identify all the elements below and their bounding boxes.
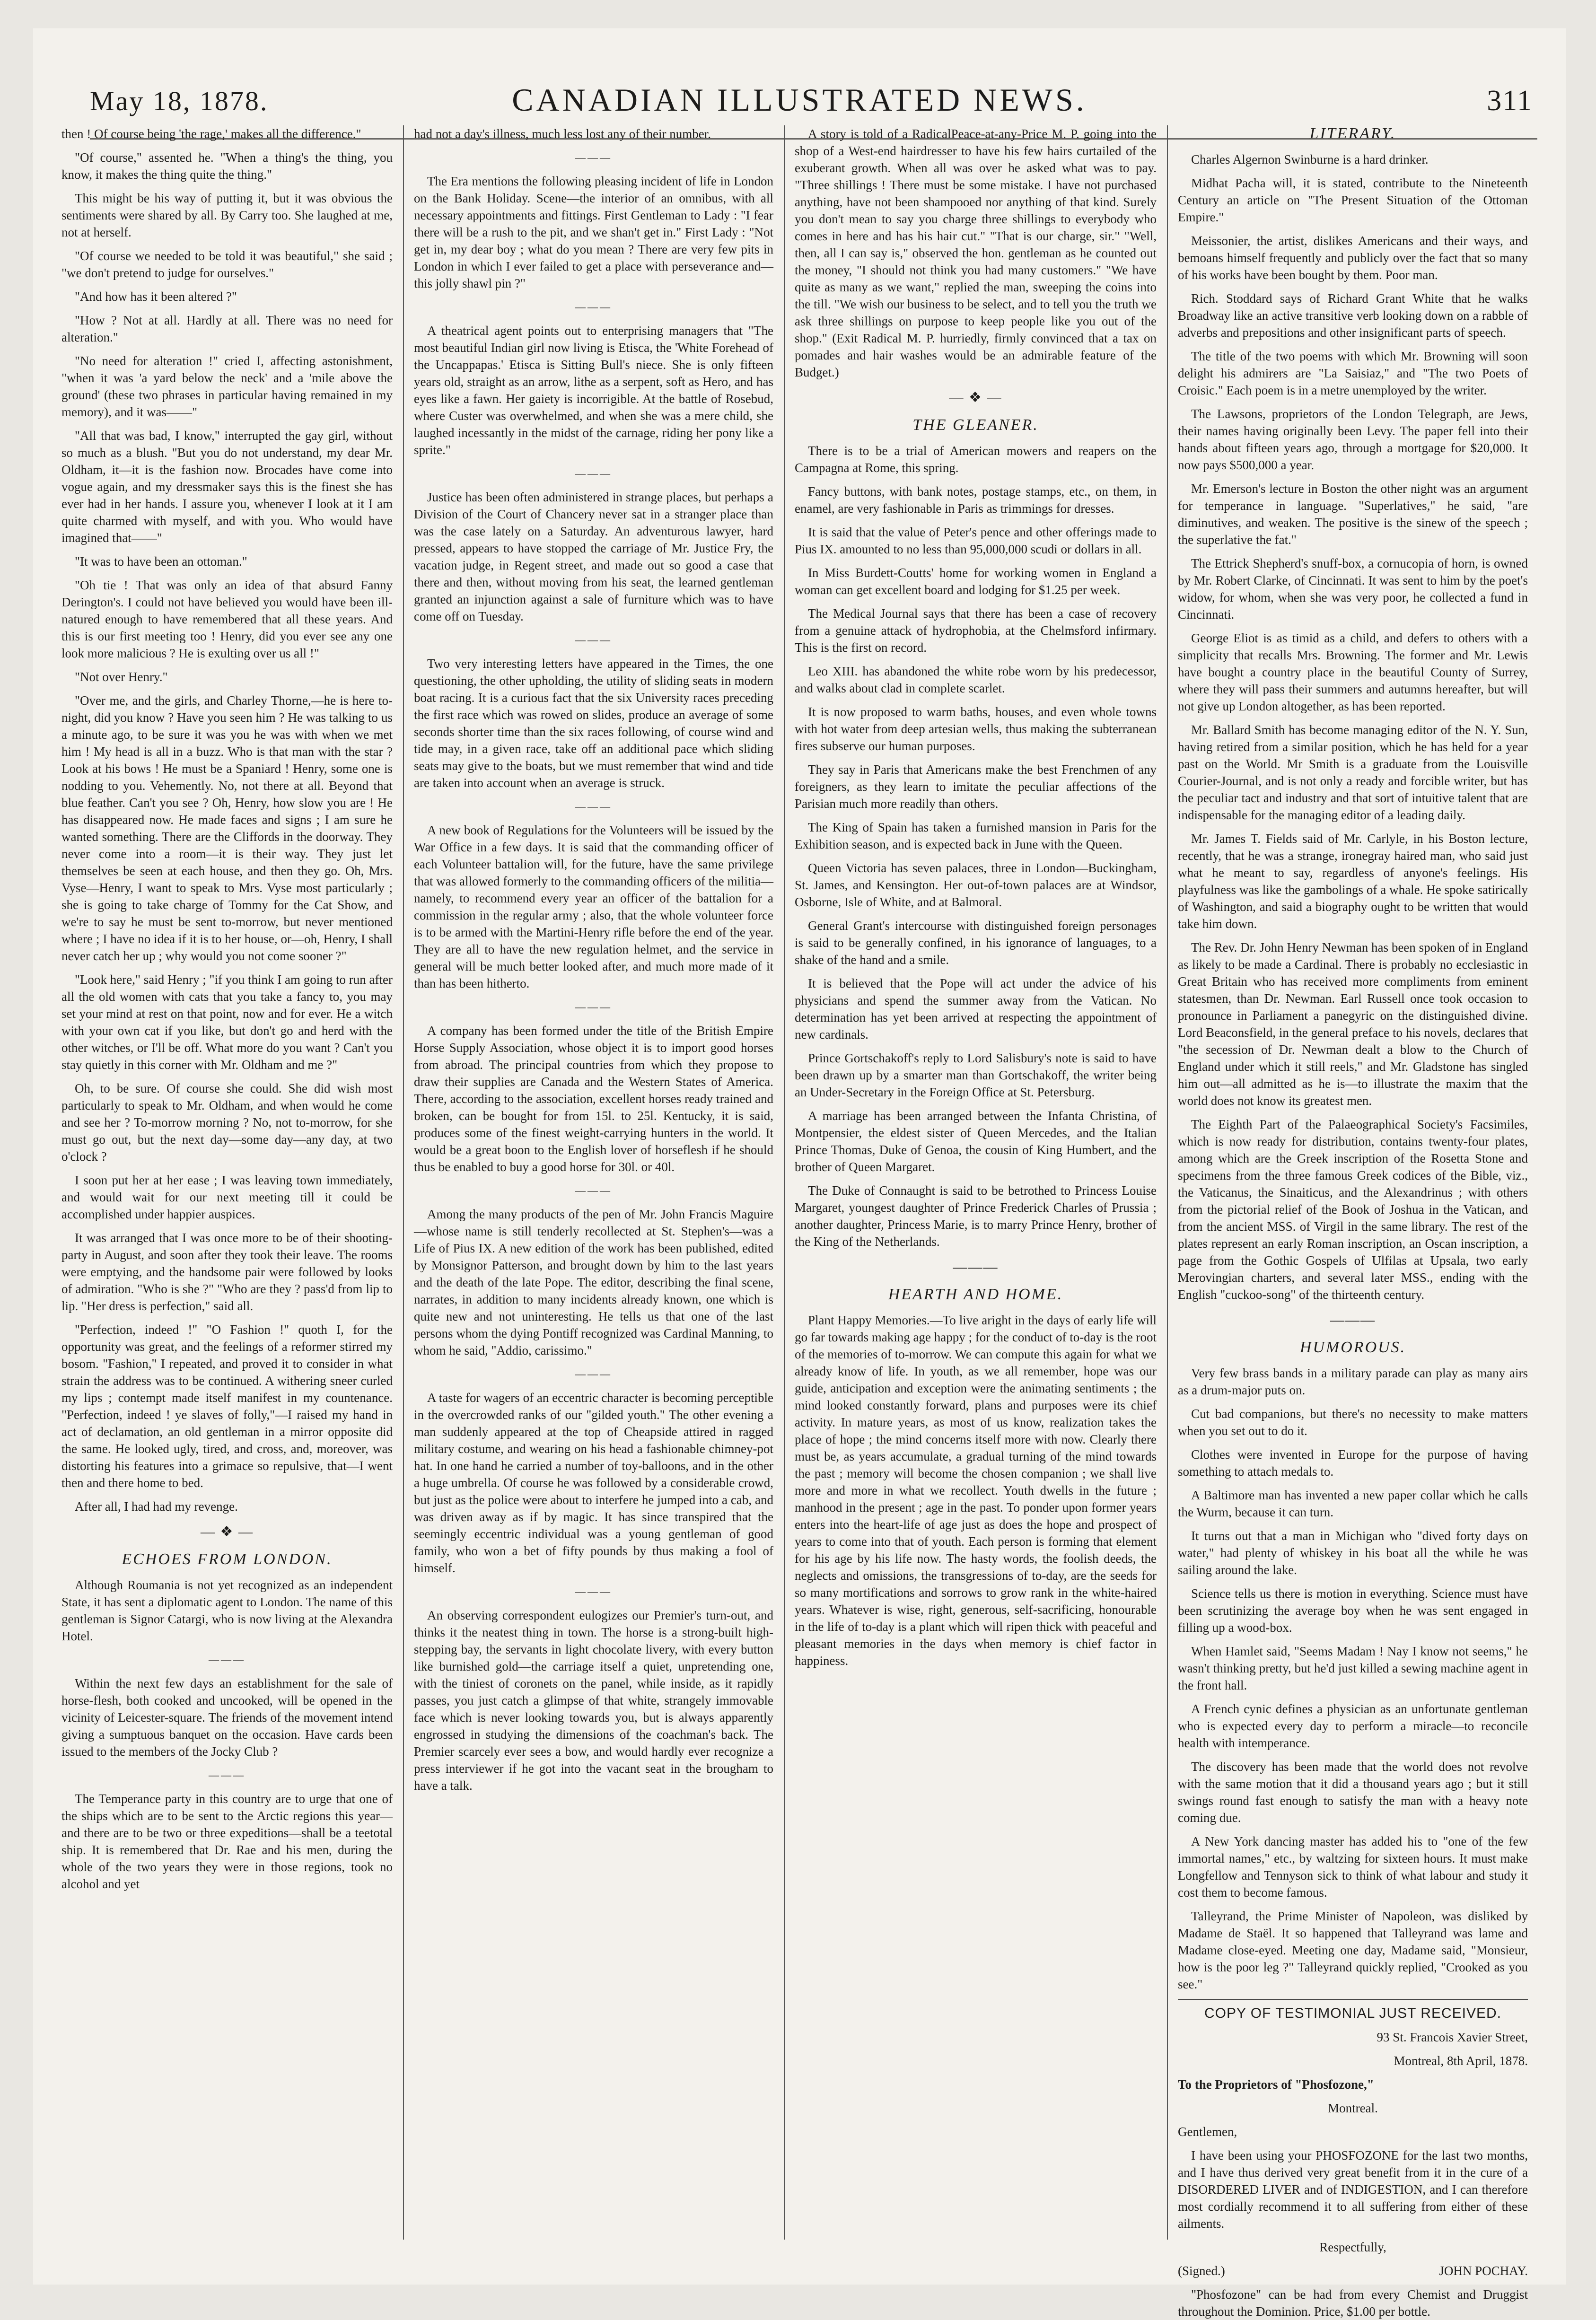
article-paragraph: Clothes were invented in Europe for the purpose of having something to attach medals to. [1178, 1447, 1528, 1479]
article-paragraph: Two very interesting letters have appeared in the Times, the one questioning, the other upholding, the utility of sliding seats in modern boat racing. It is a curious fact that the six University races preceding the first race which was rowed on slides, produce an average of some seconds shorter time than the six races following, of course wind and tide may, in a given race, take off an additional pace which sliding seats may give to the boats, but we must remember that wind and tide are taken into account when an average is struck. [414, 657, 773, 790]
short-rule: ——— [209, 1769, 246, 1781]
column-divider [784, 125, 785, 2240]
ornament-divider: — ❖ — [201, 1524, 254, 1540]
article-paragraph: The Medical Journal says that there has been a case of recovery from a genuine attack of hydrophobia, at the Chelmsford infirmary. This is the first on record. [795, 606, 1157, 655]
section-heading-humorous: HUMOROUS. [1299, 1339, 1406, 1356]
article-paragraph: The Ettrick Shepherd's snuff-box, a cornucopia of horn, is owned by Mr. Robert Clarke, of Cincinnati. It was sent to him by the poet's widow, for whom, when she was very poor, he collected a fund in Cincinnati. [1178, 556, 1528, 622]
testimonial-salutation: Gentlemen, [1178, 2125, 1237, 2139]
article-paragraph: Within the next few days an establishment for the sale of horse-flesh, both cooked and uncooked, will be opened in the vicinity of Leicester-square. The friends of the movement intend giving a sumptuous banquet on the occasion. Have cards been issued to the members of the Jocky Club ? [61, 1676, 393, 1759]
article-paragraph: A theatrical agent points out to enterprising managers that "The most beautiful Indian girl now living is Etisca, the 'White Forehead of the Uncappapas.' Etisca is Sitting Bull's niece. She is only fifteen years old, straight as an arrow, lithe as a serpent, soft as Hero, and has eyes like a fawn. Her gaiety is incorrigible. At the battle of Rosebud, where Custer was overwhelmed, and when she was a mere child, she laughed incessantly in the midst of the carnage, riding her pony like a sprite." [414, 324, 773, 457]
article-paragraph: When Hamlet said, "Seems Madam ! Nay I know not seems," he wasn't thinking pretty, but he'd just killed a sewing machine agent in the front hall. [1178, 1644, 1528, 1692]
article-paragraph: "Look here," said Henry ; "if you think I am going to run after all the old women with cats that you take a fancy to, you may set your mind at rest on that point, now and for ever. He a witch with your own cat if you like, but don't go and herd with the other witches, or I'll be off. What more do you want ? Can't you stay quietly in this corner with Mr. Oldham and me ?" [61, 972, 393, 1072]
column-3 [795, 125, 1157, 2244]
article-paragraph: "Not over Henry." [75, 670, 168, 684]
article-paragraph: "Over me, and the girls, and Charley Thorne,—he is here to-night, did you know ? Have you seen him ? He was talking to us a minute ago, to be sure it was you he was with when we met him ! My head is all in a buzz. Who is that man with the star ? Look at his bows ! He must be a Spaniard ! Henry, some one is nodding to you. Vehemently. No, not there at all. Beyond that blue feather. Can't you see ? Oh, Henry, how slow you are ! He has disappeared now. He made faces and signs ; I am sure he wanted something. There are the Cliffords in the doorway. They never come into a room—it is their way. They just let themselves be seen at each house, and then they go. Oh, Mrs. Vyse—Henry, I want to speak to Mrs. Vyse most particularly ; she is going to take charge of Tommy for the Cat Show, and we're to say he must be sent to-morrow, but never mentioned where ; I have no idea if it is to her house, or—oh, Henry, I shall never catch her up ; why would you not come sooner ?" [61, 693, 393, 963]
article-paragraph: Fancy buttons, with bank notes, postage stamps, etc., on them, in enamel, are very fashionable in Paris as trimmings for dresses. [795, 484, 1157, 516]
article-paragraph: Prince Gortschakoff's reply to Lord Salisbury's note is said to have been drawn up by a smarter man than Gortschakoff, the writer being an Under-Secretary in the Foreign Office at St. Petersburg. [795, 1051, 1157, 1099]
article-paragraph: A new book of Regulations for the Volunteers will be issued by the War Office in a few days. It is said that the commanding officer of each Volunteer battalion will, for the future, have the same privilege that was allowed formerly to the commanding officers of the militia—namely, to recommend every year an officer of the battalion for a commission in the regular army ; also, that the whole volunteer force is to be armed with the Martini-Henry rifle before the end of the year. They are all to have the new regulation helmet, and the service in general will be much better looked after, and much more made of it than has been hitherto. [414, 823, 773, 990]
testimonial-body: I have been using your PHOSFOZONE for the last two months, and I have thus derived very great benefit from it in the cure of a DISORDERED LIVER and of INDIGESTION, and I can therefore most cordially recommend it to all suffering from either of these ailments. [1178, 2148, 1528, 2231]
short-rule: ——— [575, 800, 612, 812]
article-paragraph: Meissonier, the artist, dislikes Americans and their ways, and bemoans himself frequently and publicly over the fact that so many of his works have been bought by them. Poor man. [1178, 234, 1528, 282]
article-paragraph: Leo XIII. has abandoned the white robe worn by his predecessor, and walks about clad in complete scarlet. [795, 664, 1157, 695]
article-paragraph: A New York dancing master has added his to "one of the few immortal names," etc., by waltzing for sixteen hours. It must make Longfellow and Tennyson sick to think of what labour and study it cost them to become famous. [1178, 1834, 1528, 1900]
article-paragraph: George Eliot is as timid as a child, and defers to others with a simplicity that recalls Mrs. Browning. The former and Mr. Lewis have bought a country place in the beautiful County of Surrey, where they will pass their summers and autumns hereafter, but will not give up London altogether, as has been reported. [1178, 631, 1528, 713]
article-paragraph: A story is told of a RadicalPeace-at-any-Price M. P. going into the shop of a West-end hairdresser to have his few hairs curtailed of the exuberant growth. When all was over he asked what was to pay. "Three shillings ! There must be some mistake. I have not purchased anything, have not been shampooed nor anything of that kind. Surely you don't mean to say you charge three shillings to everybody who comes in here and has his hair cut." "That is our charge, sir." "Well, then, all I can say is," observed the hon. gentleman as he counted out the money, "I should not think you had many customers." "We have quite as many as we want," replied the man, sweeping the coins into the till. "We wish our business to be select, and to tell you the truth we ask three shillings on purpose to keep people like you out of the shop." (Exit Radical M. P. hurriedly, firmly convinced that a tax on pomades and hair washes would be an admirable feature of the Budget.) [795, 127, 1157, 379]
short-rule: ——— [575, 1585, 612, 1597]
column-divider [403, 125, 404, 2240]
article-paragraph: "It was to have been an ottoman." [75, 554, 247, 569]
article-paragraph: Among the many products of the pen of Mr. John Francis Maguire—whose name is still tenderly recollected at St. Stephen's—was a Life of Pius IX. A new edition of the work has been published, edited by Monsignor Patterson, and brought down by him to the last years and the death of the late Pope. The editor, describing the final scene, narrates, in addition to many incidents already known, one which is quite new and not uninteresting. He tells us that one of the last persons whom the dying Pontiff recognized was Cardinal Manning, to whom he said, "Addio, carissimo." [414, 1207, 773, 1357]
article-paragraph: Cut bad companions, but there's no necessity to make matters when you set out to do it. [1178, 1407, 1528, 1438]
article-paragraph: The discovery has been made that the world does not revolve with the same motion that it did a thousand years ago ; but it still swings round fast enough to satisfy the man with a heavy note coming due. [1178, 1760, 1528, 1825]
section-heading-hearth: HEARTH AND HOME. [888, 1286, 1063, 1303]
article-paragraph: There is to be a trial of American mowers and reapers on the Campagna at Rome, this spring. [795, 444, 1157, 475]
article-paragraph: "Of course we needed to be told it was beautiful," she said ; "we don't pretend to judge for ourselves." [61, 249, 393, 280]
article-paragraph: After all, I had had my revenge. [75, 1499, 238, 1514]
article-paragraph: Queen Victoria has seven palaces, three in London—Buckingham, St. James, and Kensington. Her out-of-town palaces are at Windsor, Osborne, Isle of White, and at Balmoral. [795, 861, 1157, 909]
section-heading-echoes: ECHOES FROM LONDON. [122, 1550, 333, 1568]
article-paragraph: "And how has it been altered ?" [75, 289, 237, 304]
article-paragraph: Mr. Emerson's lecture in Boston the other night was an argument for temperance in language. "Superlatives," he said, "are diminutives, and weaken. The positive is the sinew of the speech ; the superlative the fat." [1178, 482, 1528, 547]
newspaper-title: CANADIAN ILLUSTRATED NEWS. [512, 82, 1087, 118]
testimonial-address: 93 St. Francois Xavier Street, [1377, 2030, 1528, 2044]
column-1 [61, 125, 393, 2244]
article-paragraph: It is now proposed to warm baths, houses, and even whole towns with hot water from deep artesian wells, thus making the subterranean fires subserve our human purposes. [795, 705, 1157, 753]
short-rule: ——— [575, 151, 612, 163]
signed-label: (Signed.) [1178, 2264, 1225, 2278]
column-divider [1167, 125, 1168, 2240]
article-paragraph: It turns out that a man in Michigan who "dived forty days on water," had plenty of whiskey in his boat all the while he was sailing around the lake. [1178, 1529, 1528, 1577]
section-heading-gleaner: THE GLEANER. [912, 416, 1039, 434]
testimonial-city: Montreal. [1328, 2101, 1378, 2115]
article-paragraph: In Miss Burdett-Coutts' home for working women in England a woman can get excellent board and lodging for $1.25 per week. [795, 566, 1157, 597]
article-paragraph: "Of course," assented he. "When a thing's the thing, you know, it makes the thing quite the thing." [61, 150, 393, 182]
article-paragraph: "How ? Not at all. Hardly at all. There was no need for alteration." [61, 313, 393, 344]
short-rule: ——— [575, 1184, 612, 1196]
article-paragraph: The Rev. Dr. John Henry Newman has been spoken of in England as likely to be made a Cardinal. There is probably no ecclesiastic in Great Britain who has received more compliments from eminent statesmen, than Dr. Newman. Earl Russell once took occasion to pronounce in Parliament a panegyric on the distinguished divine. Lord Beaconsfield, in the general preface to his novels, declares that "the secession of Dr. Newman dealt a blow to the Church of England under which it still reels," and Mr. Gladstone has singled him out—all admitted as he is—to illustrate the maxim that the world does not know its greatest men. [1178, 940, 1528, 1108]
article-paragraph: "Perfection, indeed !" "O Fashion !" quoth I, for the opportunity was great, and the feelings of a reformer stirred my bosom. "Fashion," I repeated, and proved it to consider in what strain the address was to be continued. A withering sneer curled my lips ; contempt made itself manifest in my countenance. "Perfection, indeed ! ye slaves of folly,"—I raised my hand in act of declamation, an old gentleman in a mirror opposite did the same. He looked ugly, tired, and cross, and, moreover, was distorting his features into a grimace so repulsive, that—I went then and there home to bed. [61, 1322, 393, 1490]
article-paragraph: The Temperance party in this country are to urge that one of the ships which are to be sent to the Arctic regions this year—and there are to be two or three expeditions—shall be a teetotal ship. It is remembered that Dr. Rae and his men, during the whole of the two years they were in those regions, took no alcohol and yet [61, 1792, 393, 1891]
testimonial-heading: COPY OF TESTIMONIAL JUST RECEIVED. [1178, 1999, 1528, 2022]
article-paragraph: The Lawsons, proprietors of the London Telegraph, are Jews, their names having originally been Levy. The paper fell into their hands about fifteen years ago, through a mortgage for $20,000. It now pays $500,000 a year. [1178, 407, 1528, 472]
article-paragraph: "Oh tie ! That was only an idea of that absurd Fanny Derington's. I could not have believed you would have been ill-natured enough to have remembered that all these years. And this is our first meeting too ! Henry, did you ever see any one look more malicious ? He is exulting over us all !" [61, 578, 393, 660]
testimonial-closing: Respectfully, [1319, 2240, 1386, 2254]
issue-date: May 18, 1878. [90, 86, 269, 116]
short-rule: ——— [209, 1654, 246, 1665]
article-paragraph: Although Roumania is not yet recognized as an independent State, it has sent a diplomatic agent to London. The name of this gentleman is Signor Catargi, who is now living at the Alexandra Hotel. [61, 1578, 393, 1643]
article-paragraph: The Era mentions the following pleasing incident of life in London on the Bank Holiday. Scene—the interior of an omnibus, with all necessary appointments and fittings. First Gentleman to Lady : "I fear there will be a rush to the pit, and we shan't get in." First Lady : "Not get in, my dear boy ; what do you mean ? There are very few pits in London in which I ever failed to get a place with perseverance and—this jolly shawl pin ?" [414, 174, 773, 290]
signer-name: JOHN POCHAY. [1439, 2264, 1528, 2278]
article-paragraph: I soon put her at her ease ; I was leaving town immediately, and would wait for our next meeting till it could be accomplished under happier auspices. [61, 1173, 393, 1221]
testimonial-footer: "Phosfozone" can be had from every Chemist and Druggist throughout the Dominion. Price, $1.00 per bottle. [1178, 2287, 1528, 2319]
article-paragraph: The Duke of Connaught is said to be betrothed to Princess Louise Margaret, youngest daughter of Prince Frederick Charles of Prussia ; another daughter, Princess Marie, is to marry Prince Henry, brother of the King of the Netherlands. [795, 1183, 1157, 1249]
testimonial-advertisement [1178, 1999, 1528, 2320]
article-paragraph: then ! Of course being 'the rage,' makes all the difference." [61, 127, 361, 141]
article-paragraph: Science tells us there is motion in everything. Science must have been scrutinizing the average boy when he was sent engaged in filling up a wood-box. [1178, 1586, 1528, 1635]
testimonial-recipient: To the Proprietors of "Phosfozone," [1178, 2077, 1374, 2092]
article-paragraph: An observing correspondent eulogizes our Premier's turn-out, and thinks it the neatest thing in town. The horse is a strong-built high-stepping bay, the servants in light chocolate livery, with every button like burnished gold—the carriage itself a quiet, unpretending one, with the tiniest of coronets on the panel, while inside, as it rapidly passes, you just catch a glimpse of that white, strangely immovable face which is never looking towards you, but is always apparently engrossed in studying the dimensions of the coachman's back. The Premier scarcely ever sees a bow, and would hardly ever recognize a press interviewer if he got into the vacant seat in the brougham to have a talk. [414, 1608, 773, 1793]
article-paragraph: This might be his way of putting it, but it was obvious the sentiments were shared by all. By Carry too. She laughed at me, not at herself. [61, 191, 393, 239]
short-rule: ——— [575, 1368, 612, 1380]
short-rule: ——— [575, 634, 612, 646]
testimonial-signature [1178, 2262, 1528, 2279]
article-paragraph: The King of Spain has taken a furnished mansion in Paris for the Exhibition season, and is expected back in June with the Queen. [795, 820, 1157, 851]
section-heading-literary: LITERARY. [1309, 125, 1396, 142]
testimonial-date: Montreal, 8th April, 1878. [1394, 2054, 1528, 2068]
article-paragraph: The title of the two poems with which Mr. Browning will soon delight his admirers are "La Saisiaz," and "The two Poets of Croisic." Each poem is in a metre unemployed by the writer. [1178, 349, 1528, 397]
article-paragraph: "All that was bad, I know," interrupted the gay girl, without so much as a blush. "But you do not understand, my dear Mr. Oldham, it—it is the fashion now. Brocades have come into vogue again, and my dressmaker says this is the finest she has ever had in her hands. I assure you, whenever I look at it I am quite charmed with myself, and with you. Who would have imagined that——" [61, 429, 393, 545]
article-paragraph: A company has been formed under the title of the British Empire Horse Supply Association, whose object it is to import good horses from abroad. The principal countries from which they propose to draw their supplies are Canada and the Western States of America. There, according to the association, excellent horses ready trained and broken, can be bought for from 15l. to 25l. Kentucky, it is said, produces some of the finest weight-carrying hunters in the world. It would be a great boon to the English lover of horseflesh if he should thus be enabled to buy a good horse for 30l. or 40l. [414, 1024, 773, 1174]
column-2 [414, 125, 773, 2244]
article-paragraph: Charles Algernon Swinburne is a hard drinker. [1191, 152, 1429, 166]
article-paragraph: General Grant's intercourse with distinguished foreign personages is said to be generally confined, in his ignorance of languages, to a shake of the hand and a smile. [795, 919, 1157, 967]
masthead [33, 28, 1566, 128]
column-4 [1178, 125, 1528, 2319]
ornament-divider: ——— [953, 1259, 999, 1275]
article-paragraph: A marriage has been arranged between the Infanta Christina, of Montpensier, the eldest sister of Queen Mercedes, and the Italian Prince Thomas, Duke of Genoa, the cousin of King Humbert, and the brother of Queen Margaret. [795, 1109, 1157, 1174]
short-rule: ——— [575, 301, 612, 313]
article-paragraph: They say in Paris that Americans make the best Frenchmen of any foreigners, as they learn to imitate the peculiar affections of the Parisian much more readily than others. [795, 762, 1157, 811]
short-rule: ——— [575, 1001, 612, 1013]
article-paragraph: The Eighth Part of the Palaeographical Society's Facsimiles, which is now ready for distribution, contains twenty-four plates, among which are the Greek inscription of the Rosetta Stone and specimens from the three famous Greek codices of the Bible, viz., the Vaticanus, the Sinaiticus, and the Alexandrinus ; with others from the pictorial relief of the Book of Joshua in the Vatican, and from the ancient MSS. of Virgil in the same library. The rest of the plates represent an early Roman inscription, an Oscan inscription, a page from the Gothic Gospels of Ulfilas at Upsala, two early Merovingian charters, and several later MSS., ending with the English "cuckoo-song" of the thirteenth century. [1178, 1117, 1528, 1302]
short-rule: ——— [575, 467, 612, 479]
article-paragraph: "No need for alteration !" cried I, affecting astonishment, "when it was 'a yard below the neck' and a 'mile above the ground' (these two phrases in particular having remained in my memory), and it was——" [61, 354, 393, 419]
article-paragraph: Justice has been often administered in strange places, but perhaps a Division of the Court of Chancery never sat in a stranger place than was the case lately on a Saturday. An adventurous lawyer, hard pressed, appears to have stopped the carriage of Mr. Justice Fry, the vacation judge, in Regent street, and made out so good a case that there and then, without moving from his seat, the learned gentleman granted an injunction against a sale of furniture which was to have come off on Tuesday. [414, 490, 773, 623]
article-paragraph: Very few brass bands in a military parade can play as many airs as a drum-major puts on. [1178, 1366, 1528, 1397]
article-paragraph: Mr. James T. Fields said of Mr. Carlyle, in his Boston lecture, recently, that he was a strange, ironegray haired man, who said just what he meant to say, regardless of anyone's feelings. His playfulness was like the gambolings of a whale. He spoke satirically of Washington, and said a biography ought to be written that would take him down. [1178, 832, 1528, 931]
article-paragraph: A Baltimore man has invented a new paper collar which he calls the Wurm, because it can turn. [1178, 1488, 1528, 1519]
article-paragraph: A taste for wagers of an eccentric character is becoming perceptible in the overcrowded ranks of our "gilded youth." The other evening a man suddenly appeared at the top of Cheapside attired in ragged military costume, and wearing on his head a fashionable chimney-pot hat. In one hand he carried a number of toy-balloons, and in the other a huge umbrella. Of course he was followed by a considerable crowd, but just as the police were about to interfere he jumped into a cab, and was driven away as if by magic. It has since transpired that the seemingly eccentric individual was a young gentleman of good family, who won a bet of fifty pounds by thus making a fool of himself. [414, 1391, 773, 1575]
article-paragraph: Mr. Ballard Smith has become managing editor of the N. Y. Sun, having retired from a similar position, which he has held for a year past on the World. Mr Smith is a graduate from the Louisville Courier-Journal, and is not only a ready and forcible writer, but has the peculiar tact and industry and that sort of intuitive talent that are indispensable for the managing editor of a leading daily. [1178, 723, 1528, 822]
article-paragraph: A French cynic defines a physician as an unfortunate gentleman who is expected every day to perform a miracle—to reconcile health with intemperance. [1178, 1702, 1528, 1750]
article-paragraph: Oh, to be sure. Of course she could. She did wish most particularly to speak to Mr. Oldham, and when would he come and see her ? To-morrow morning ? No, not to-morrow, for she must go out, but the next day—some day—any day, at two o'clock ? [61, 1081, 393, 1164]
article-paragraph: It is believed that the Pope will act under the advice of his physicians and spend the summer away from the Vatican. No determination has yet been arrived at respecting the appointment of new cardinals. [795, 976, 1157, 1042]
article-paragraph: Plant Happy Memories.—To live aright in the days of early life will go far towards making age happy ; for the conduct of to-day is the root of the memories of to-morrow. We can compute this again for what we already know of life. In youth, as we all remember, hope was our guide, anticipation and exception were the animating sentiments ; the mind looked constantly forward, plans and purposes were its chief activity. In mature years, as most of us know, realization takes the place of hope ; the mind concerns itself more with now. Clearly there must be, as years accumulate, a gradual turning of the mind towards the past ; memory will become the chosen companion ; we shall live more and more in what we recollect. Youth dwells in the future ; manhood in the present ; age in the past. To ponder upon former years enters into the heart-life of age just as does the hope and prospect of years to come into that of youth. Each person is forming that element for his age by his life now. The hasty words, the foolish deeds, the neglects and omissions, the transgressions of to-day, are the seeds for so many mortifications and sorrows to grow rank in the white-haired years. Whatever is wise, right, generous, self-sacrificing, honourable in the life of to-day is a plant which will ripen thick with peaceful and pleasant memories in the days when memory is chief factor in happiness. [795, 1313, 1157, 1668]
ornament-divider: ——— [1330, 1312, 1376, 1328]
article-paragraph: Rich. Stoddard says of Richard Grant White that he walks Broadway like an active transitive verb looking down on a rabble of adverbs and prepositions and other insignificant parts of speech. [1178, 291, 1528, 340]
article-paragraph: had not a day's illness, much less lost any of their number. [414, 127, 711, 141]
article-paragraph: It is said that the value of Peter's pence and other offerings made to Pius IX. amounted to no less than 95,000,000 scudi or dollars in all. [795, 525, 1157, 556]
article-paragraph: It was arranged that I was once more to be of their shooting-party in August, and soon after they took their leave. The rooms were emptying, and the handsome pair were followed by looks of admiration. "Who is she ?" "Who are they ? pass'd from lip to lip. "Her dress is perfection," said all. [61, 1231, 393, 1313]
page-number: 311 [1487, 85, 1533, 117]
ornament-divider: — ❖ — [949, 390, 1002, 405]
article-paragraph: Midhat Pacha will, it is stated, contribute to the Nineteenth Century an article on "The Present Situation of the Ottoman Empire." [1178, 176, 1528, 224]
article-paragraph: Talleyrand, the Prime Minister of Napoleon, was disliked by Madame de Staël. It so happened that Talleyrand was lame and Madame close-eyed. Meeting one day, Madame said, "Monsieur, how is the poor leg ?" Talleyrand quickly replied, "Crooked as you see." [1178, 1909, 1528, 1991]
